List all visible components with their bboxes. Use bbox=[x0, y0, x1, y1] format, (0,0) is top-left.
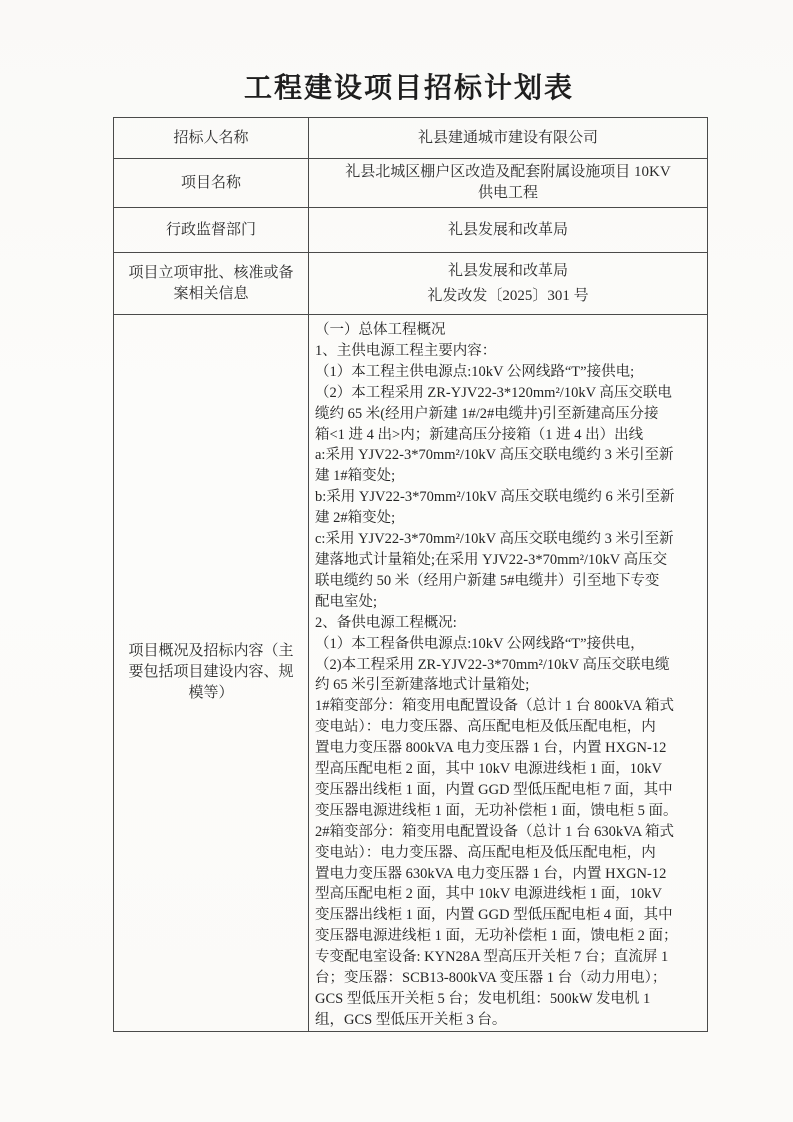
overview-line: 建落地式计量箱处;在采用 YJV22-3*70mm²/10kV 高压交 bbox=[315, 551, 668, 568]
overview-line: 2、备供电源工程概况: bbox=[315, 614, 457, 631]
row-label-bidder-name bbox=[114, 118, 309, 159]
overview-line: 联电缆约 50 米（经用户新建 5#电缆井）引至地下专变 bbox=[315, 572, 660, 589]
overview-line: 1、主供电源工程主要内容： bbox=[315, 342, 497, 359]
table-row bbox=[114, 315, 708, 1032]
row-value-project-name bbox=[309, 159, 708, 208]
overview-line: c:采用 YJV22-3*70mm²/10kV 高压交联电缆约 3 米引至新 bbox=[315, 531, 674, 548]
label-line: 招标人名称 bbox=[173, 129, 249, 146]
value-line: 礼县发展和改革局 bbox=[447, 221, 568, 238]
overview-line: 型高压配电柜 2 面，其中 10kV 电源进线柜 1 面，10kV bbox=[315, 886, 662, 903]
label-line: 要包括项目建设内容、规 bbox=[128, 664, 294, 681]
table-row bbox=[114, 118, 708, 159]
overview-text-block bbox=[309, 315, 707, 1031]
overview-line: 变压器电源进线柜 1 面，无功补偿柜 1 面，馈电柜 2 面； bbox=[315, 928, 678, 945]
overview-line: 变电站）：电力变压器、高压配电柜及低压配电柜，内 bbox=[315, 844, 656, 861]
value-line: 礼县发展和改革局 bbox=[447, 263, 568, 279]
overview-line: （2)本工程采用 ZR-YJV22-3*70mm²/10kV 高压交联电缆 bbox=[315, 656, 670, 673]
overview-line: 约 65 米引至新建落地式计量箱处; bbox=[315, 677, 530, 694]
row-value-approval-info bbox=[309, 253, 708, 315]
overview-line: 型高压配电柜 2 面，其中 10kV 电源进线柜 1 面，10kV bbox=[315, 761, 662, 778]
label-line: 项目立项审批、核准或备 bbox=[128, 264, 294, 281]
overview-line: 建 2#箱变处; bbox=[315, 510, 396, 527]
overview-line: 建 1#箱变处; bbox=[315, 468, 396, 485]
value-line: 礼县建通城市建设有限公司 bbox=[417, 129, 598, 146]
overview-line: 变压器出线柜 1 面，内置 GGD 型低压配电柜 7 面，其中 bbox=[315, 781, 673, 798]
row-value-project-overview bbox=[309, 315, 708, 1032]
value-line: 供电工程 bbox=[477, 185, 538, 201]
overview-line: 台；变压器：SCB13-800kVA 变压器 1 台（动力用电）； bbox=[315, 970, 667, 987]
bidding-plan-table bbox=[113, 117, 708, 1032]
row-label-project-name bbox=[114, 159, 309, 208]
value-line: 礼发改发〔2025〕301 号 bbox=[427, 288, 589, 304]
overview-line: 置电力变压器 800kVA 电力变压器 1 台，内置 HXGN-12 bbox=[315, 740, 667, 757]
table-row bbox=[114, 159, 708, 208]
table-row bbox=[114, 208, 708, 253]
overview-line: 配电室处; bbox=[315, 593, 378, 610]
overview-line: 箱<1 进 4 出>内；新建高压分接箱（1 进 4 出）出线 bbox=[315, 426, 644, 443]
overview-line: （一）总体工程概况 bbox=[315, 322, 446, 338]
row-label-supervision-dept bbox=[114, 208, 309, 253]
label-line: 行政监督部门 bbox=[165, 221, 256, 238]
overview-line: （1）本工程备供电源点:10kV 公网线路“T”接供电， bbox=[315, 635, 645, 652]
row-value-bidder-name bbox=[309, 118, 708, 159]
overview-line: 变电站）：电力变压器、高压配电柜及低压配电柜，内 bbox=[315, 719, 656, 736]
overview-line: a:采用 YJV22-3*70mm²/10kV 高压交联电缆约 3 米引至新 bbox=[315, 447, 674, 464]
row-value-supervision-dept bbox=[309, 208, 708, 253]
overview-line: 置电力变压器 630kVA 电力变压器 1 台，内置 HXGN-12 bbox=[315, 865, 667, 882]
label-line: 项目概况及招标内容（主 bbox=[128, 643, 294, 660]
overview-line: 组，GCS 型低压开关柜 3 台。 bbox=[315, 1011, 507, 1028]
overview-line: （2）本工程采用 ZR-YJV22-3*120mm²/10kV 高压交联电 bbox=[315, 384, 672, 401]
overview-line: 缆约 65 米(经用户新建 1#/2#电缆井)引至新建高压分接 bbox=[315, 405, 659, 422]
label-line: 模等） bbox=[188, 685, 234, 702]
document-title: 工程建设项目招标计划表 bbox=[243, 73, 574, 104]
overview-line: GCS 型低压开关柜 5 台；发电机组：500kW 发电机 1 bbox=[315, 991, 651, 1007]
overview-line: 2#箱变部分：箱变用电配置设备（总计 1 台 630kVA 箱式 bbox=[315, 823, 675, 840]
label-line: 案相关信息 bbox=[173, 285, 249, 302]
overview-line: b:采用 YJV22-3*70mm²/10kV 高压交联电缆约 6 米引至新 bbox=[315, 489, 675, 506]
label-line: 项目名称 bbox=[180, 174, 241, 191]
overview-line: 1#箱变部分：箱变用电配置设备（总计 1 台 800kVA 箱式 bbox=[315, 698, 675, 715]
row-label-approval-info bbox=[114, 253, 309, 315]
value-line: 礼县北城区棚户区改造及配套附属设施项目 10KV bbox=[345, 164, 671, 180]
overview-line: （1）本工程主供电源点:10kV 公网线路“T”接供电; bbox=[315, 363, 635, 380]
table-row bbox=[114, 253, 708, 315]
overview-line: 变压器出线柜 1 面，内置 GGD 型低压配电柜 4 面，其中 bbox=[315, 907, 673, 924]
overview-line: 变压器电源进线柜 1 面，无功补偿柜 1 面，馈电柜 5 面。 bbox=[315, 802, 678, 819]
overview-line: 专变配电室设备: KYN28A 型高压开关柜 7 台；直流屏 1 bbox=[315, 949, 669, 966]
row-label-project-overview bbox=[114, 315, 309, 1032]
